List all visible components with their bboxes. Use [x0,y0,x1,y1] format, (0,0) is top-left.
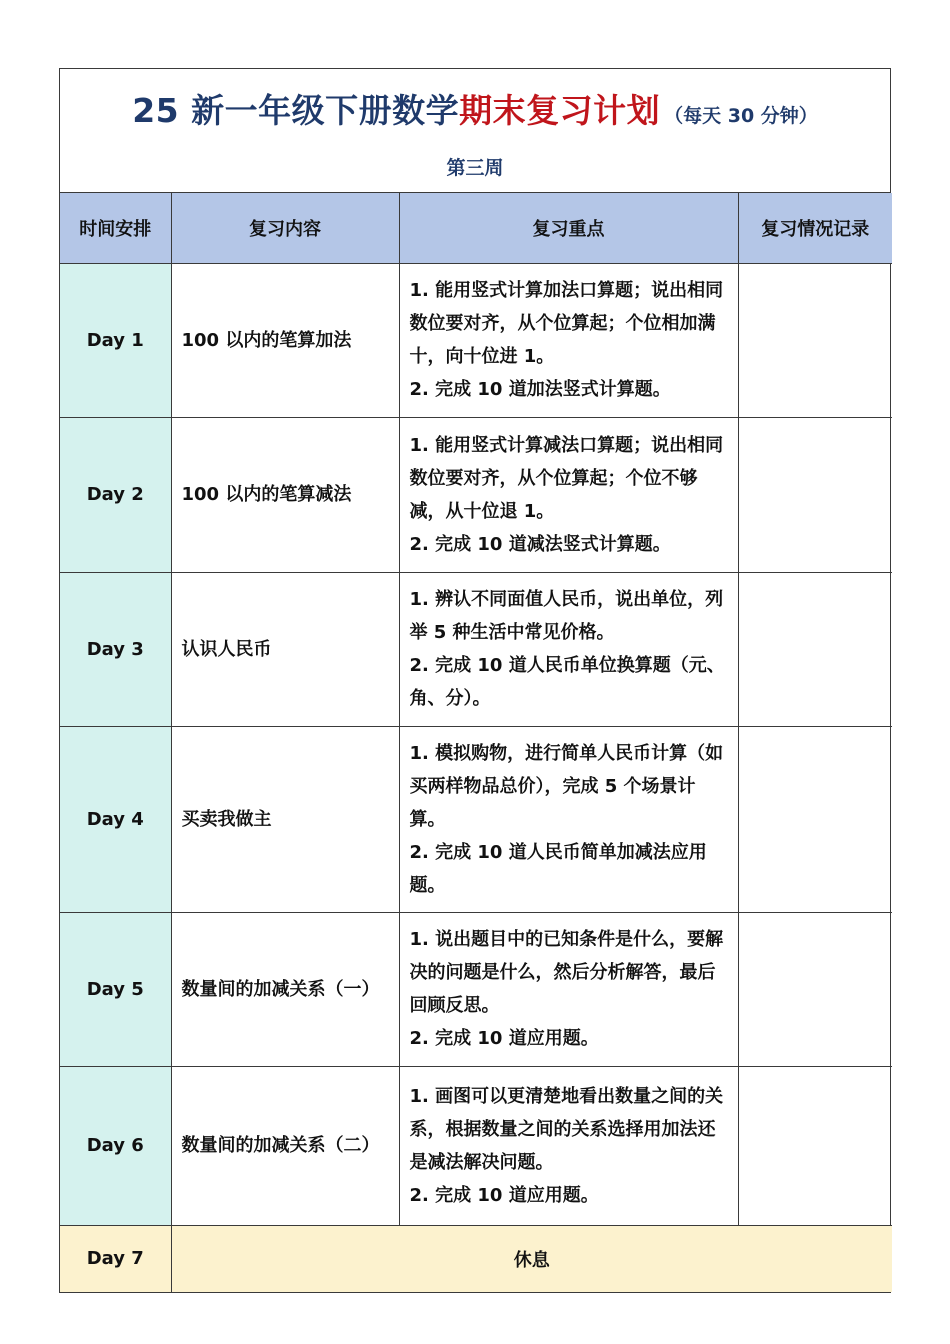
title-main: 25 新一年级下册数学 [132,91,460,130]
focus-cell: 1. 画图可以更清楚地看出数量之间的关系，根据数量之间的关系选择用加法还是减法解决问题。 2. 完成 10 道应用题。 [399,1066,738,1225]
column-header-record: 复习情况记录 [738,193,892,263]
day-cell: Day 3 [60,572,171,726]
content-cell: 数量间的加减关系（一） [171,912,399,1066]
day-cell: Day 1 [60,263,171,417]
column-header-time: 时间安排 [60,193,171,263]
content-cell: 认识人民币 [171,572,399,726]
focus-cell: 1. 说出题目中的已知条件是什么，要解决的问题是什么，然后分析解答，最后回顾反思。 2. 完成 10 道应用题。 [399,912,738,1066]
title-block [60,69,890,193]
day-cell: Day 6 [60,1066,171,1225]
record-cell[interactable] [738,912,892,1066]
focus-cell: 1. 能用竖式计算减法口算题；说出相同数位要对齐，从个位算起；个位不够减，从十位退 1。 2. 完成 10 道减法竖式计算题。 [399,417,738,572]
record-cell[interactable] [738,1066,892,1225]
day-cell: Day 2 [60,417,171,572]
rest-row [60,1225,892,1292]
table-row [60,912,892,1066]
table-row [60,263,892,417]
table-row [60,572,892,726]
table-row [60,726,892,912]
column-header-content: 复习内容 [171,193,399,263]
table-row [60,417,892,572]
content-cell: 数量间的加减关系（二） [171,1066,399,1225]
record-cell[interactable] [738,417,892,572]
content-cell: 买卖我做主 [171,726,399,912]
record-cell[interactable] [738,726,892,912]
title-note: （每天 30 分钟） [664,105,818,127]
record-cell[interactable] [738,263,892,417]
focus-cell: 1. 模拟购物，进行简单人民币计算（如买两样物品总价），完成 5 个场景计算。 2. 完成 10 道人民币简单加减法应用题。 [399,726,738,912]
week-label: 第三周 [446,157,504,179]
day-cell: Day 4 [60,726,171,912]
rest-content-cell: 休息 [171,1225,892,1292]
focus-cell: 1. 辨认不同面值人民币，说出单位，列举 5 种生活中常见价格。 2. 完成 10 道人民币单位换算题（元、角、分）。 [399,572,738,726]
record-cell[interactable] [738,572,892,726]
title-highlight: 期末复习计划 [459,91,661,130]
table-header-row [60,193,892,263]
page-title [60,83,890,139]
rest-day-cell: Day 7 [60,1225,171,1292]
focus-cell: 1. 能用竖式计算加法口算题；说出相同数位要对齐，从个位算起；个位相加满十，向十位进 1。 2. 完成 10 道加法竖式计算题。 [399,263,738,417]
plan-table [60,193,892,1292]
day-cell: Day 5 [60,912,171,1066]
content-cell: 100 以内的笔算加法 [171,263,399,417]
column-header-focus: 复习重点 [399,193,738,263]
content-cell: 100 以内的笔算减法 [171,417,399,572]
table-row [60,1066,892,1225]
review-plan-sheet [59,68,891,1293]
